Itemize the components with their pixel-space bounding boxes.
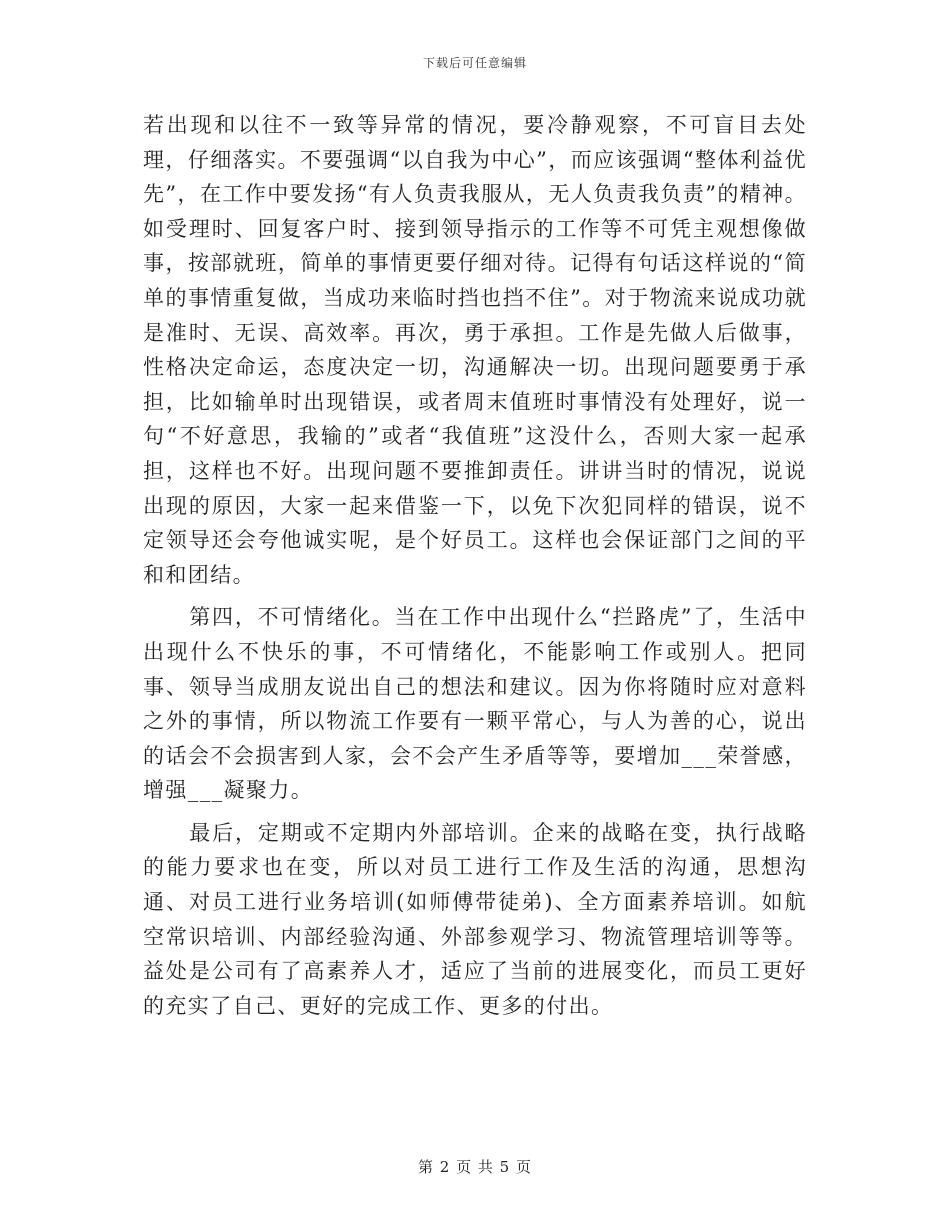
paragraph-continuation: 若出现和以往不一致等异常的情况，要冷静观察，不可盲目去处理，仔细落实。不要强调“以自我为中心”，而应该强调“整体利益优先”，在工作中要发扬“有人负责我服从，无人负责我负责”的精神。如受理时、回复客户时、接到领导指示的工作等不可凭主观想像做事，按部就班，简单的事情更要仔细对待。记得有句话这样说的“简单的事情重复做，当成功来临时挡也挡不住”。对于物流来说成功就是准时、无误、高效率。再次，勇于承担。工作是先做人后做事，性格决定命运，态度决定一切，沟通解决一切。出现问题要勇于承担，比如输单时出现错误，或者周末值班时事情没有处理好，说一句“不好意思，我输的”或者“我值班”这没什么，否则大家一起承担，这样也不好。出现问题不要推卸责任。讲讲当时的情况，说说出现的原因，大家一起来借鉴一下，以免下次犯同样的错误，说不定领导还会夸他诚实呢，是个好员工。这样也会保证部门之间的平和和团结。 xyxy=(143,113,807,587)
paragraph-finally: 最后，定期或不定期内外部培训。企来的战略在变，执行战略的能力要求也在变，所以对员工进行工作及生活的沟通，思想沟通、对员工进行业务培训(如师傅带徒弟)、全方面素养培训。如航空常识培训、内部经验沟通、外部参观学习、物流管理培训等等。益处是公司有了高素养人才，适应了当前的进展变化，而员工更好的充实了自己、更好的完成工作、更多的付出。 xyxy=(143,820,807,1018)
page-number: 第 2 页 共 5 页 xyxy=(418,1158,532,1176)
page-header: 下载后可任意编辑 xyxy=(422,56,527,70)
paragraph-fourth: 第四，不可情绪化。当在工作中出现什么“拦路虎”了，生活中出现什么不快乐的事，不可情绪化，不能影响工作或别人。把同事、领导当成朋友说出自己的想法和建议。因为你将随时应对意料之外的事情，所以物流工作要有一颗平常心，与人为善的心，说出的话会不会损害到人家，会不会产生矛盾等等，要增加___荣誉感，增强___凝聚力。 xyxy=(143,605,807,803)
document-body xyxy=(143,108,807,1031)
